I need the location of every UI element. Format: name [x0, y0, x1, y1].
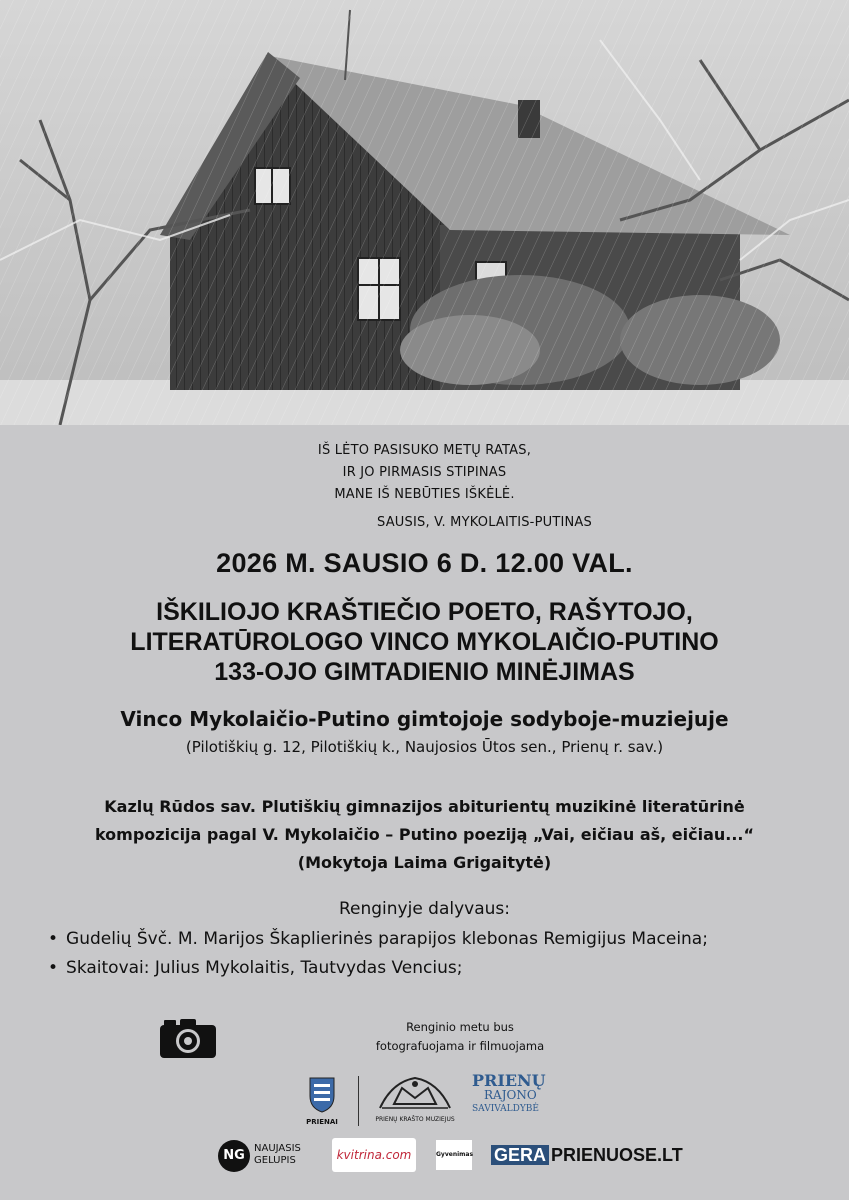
ng-logo-line: GELUPIS [254, 1155, 296, 1166]
gera-logo-part: GERA [491, 1145, 549, 1165]
savivaldybe-line: PRIENŲ [472, 1071, 546, 1090]
event-title-line: 133-OJO GIMTADIENIO MINĖJIMAS [214, 658, 635, 686]
museum-label: PRIENŲ KRAŠTO MUZIEJUS [375, 1116, 455, 1123]
program-line: (Mokytoja Laima Grigaitytė) [297, 853, 552, 872]
ng-logo-text [254, 1143, 301, 1167]
logo-divider [358, 1076, 359, 1126]
poem-line: IŠ LĖTO PASISUKO METŲ RATAS, [317, 443, 532, 458]
crown-ornament-icon [372, 1074, 458, 1112]
photo-notice-line: fotografuojama ir filmuojama [375, 1039, 545, 1053]
prienai-logo [302, 1074, 342, 1130]
photo-notice [330, 1018, 590, 1056]
event-address: (Pilotiškių g. 12, Pilotiškių k., Naujosios Ūtos sen., Prienų r. sav.) [185, 738, 664, 756]
homestead-photo [0, 0, 849, 425]
coat-of-arms-icon [302, 1074, 342, 1114]
event-title-line: LITERATŪROLOGO VINCO MYKOLAIČIO-PUTINO [130, 628, 719, 656]
program-line: kompozicija pagal V. Mykolaičio – Putino poeziją „Vai, eičiau aš, eičiau...“ [94, 825, 755, 844]
poem-attribution: SAUSIS, V. MYKOLAITIS-PUTINAS [377, 515, 592, 530]
prienai-label: PRIENAI [306, 1118, 338, 1126]
gera-logo-part: PRIENUOSE.LT [551, 1145, 683, 1165]
event-datetime: 2026 M. SAUSIO 6 D. 12.00 VAL. [216, 548, 633, 578]
list-item: • Skaitovai: Julius Mykolaitis, Tautvydas Vencius; [48, 954, 708, 983]
poem-line: MANE IŠ NEBŪTIES IŠKĖLĖ. [334, 487, 515, 502]
media-logos [0, 1136, 849, 1176]
organizer-logos [0, 1070, 849, 1130]
savivaldybe-line: RAJONO [484, 1088, 537, 1102]
event-title-line: IŠKILIOJO KRAŠTIEČIO POETO, RAŠYTOJO, [156, 598, 693, 626]
poem-block [0, 440, 849, 534]
participants-list [48, 925, 708, 983]
event-venue: Vinco Mykolaičio-Putino gimtojoje sodyboje-muziejuje [120, 707, 729, 731]
camera-icon [160, 1018, 216, 1062]
list-item: • Gudelių Švč. M. Marijos Škaplierinės parapijos klebonas Remigijus Maceina; [48, 925, 708, 954]
museum-logo [372, 1074, 458, 1130]
program-description [0, 793, 849, 877]
poem-line: IR JO PIRMASIS STIPINAS [342, 465, 507, 480]
participants-heading: Renginyje dalyvaus: [338, 899, 511, 919]
savivaldybe-line: SAVIVALDYBĖ [472, 1104, 539, 1114]
savivaldybe-logo [472, 1071, 552, 1130]
photo-notice-line: Renginio metu bus [406, 1020, 514, 1034]
gyvenimas-logo: Gyvenimas [436, 1140, 472, 1170]
ng-logo-mark: NG [218, 1140, 250, 1172]
program-line: Kazlų Rūdos sav. Plutiškių gimnazijos abiturientų muzikinė literatūrinė [104, 797, 745, 816]
event-title [0, 597, 849, 687]
ng-logo-line: NAUJASIS [254, 1143, 301, 1154]
gera-prienuose-logo [491, 1142, 683, 1168]
kvitrina-logo: kvitrina.com [332, 1138, 416, 1172]
